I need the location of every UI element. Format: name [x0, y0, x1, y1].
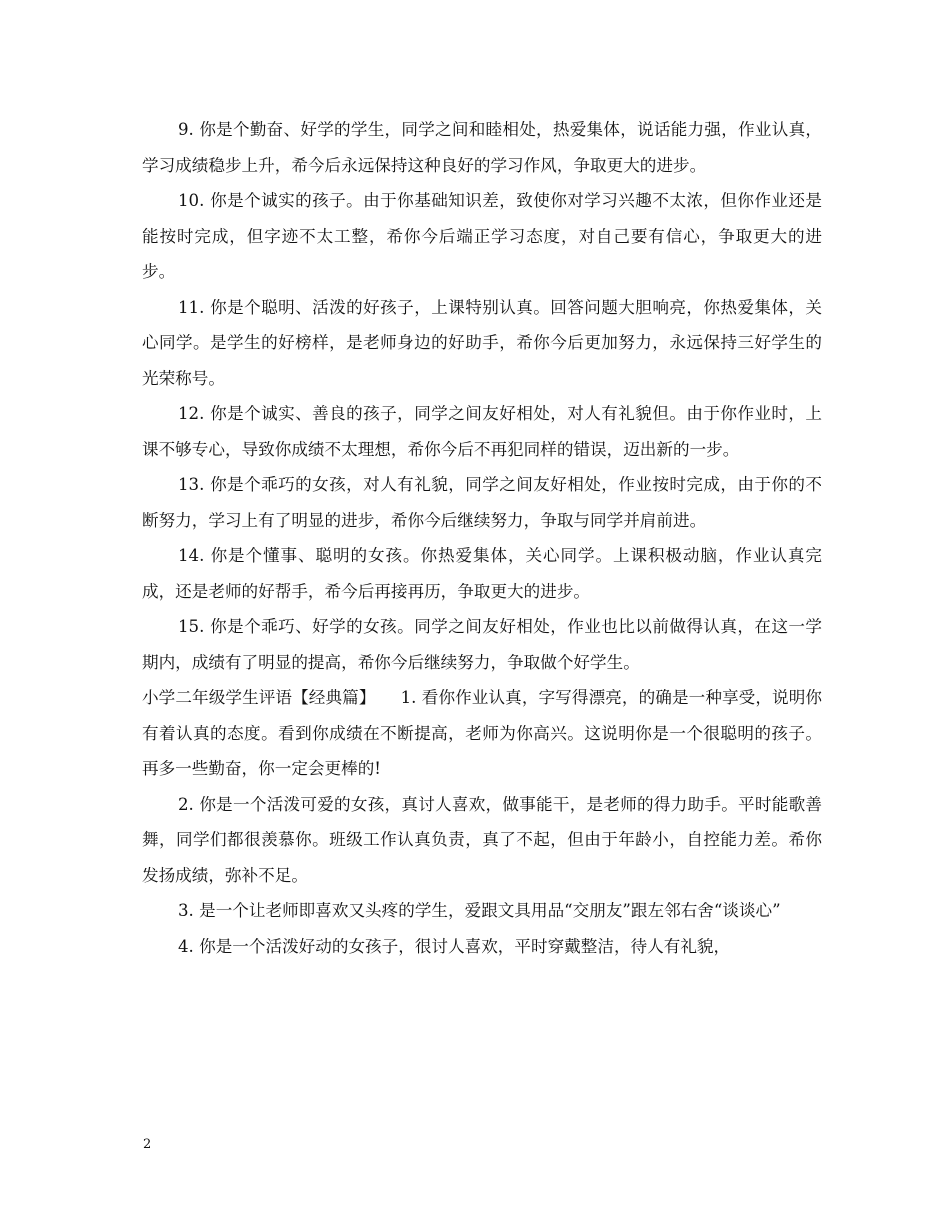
document-body: [142, 112, 822, 964]
comment-paragraph-12: 12. 你是个诚实、善良的孩子，同学之间友好相处，对人有礼貌但。由于你作业时，上课不够专心，导致你成绩不太理想，希你今后不再犯同样的错误，迈出新的一步。: [142, 404, 822, 459]
page-number: 2: [143, 1137, 152, 1152]
comment-paragraph-3: 3. 是一个让老师即喜欢又头疼的学生，爱跟文具用品“交朋友”跟左邻右舍“谈谈心”: [178, 901, 781, 920]
comment-paragraph-14: 14. 你是个懂事、聪明的女孩。你热爱集体，关心同学。上课积极动脑，作业认真完成，还是老师的好帮手，希今后再接再历，争取更大的进步。: [142, 546, 822, 601]
comment-paragraph-4: 4. 你是一个活泼好动的女孩子，很讨人喜欢，平时穿戴整洁，待人有礼貌，: [178, 936, 731, 956]
comment-paragraph-9: 9. 你是个勤奋、好学的学生，同学之间和睦相处，热爱集体，说话能力强，作业认真，学习成绩稳步上升，希今后永远保持这种良好的学习作风，争取更大的进步。: [142, 120, 822, 175]
section-heading-paragraph: 小学二年级学生评语【经典篇】 1. 看你作业认真，字写得漂亮，的确是一种享受，说明你有着认真的态度。看到你成绩在不断提高，老师为你高兴。这说明你是一个很聪明的孩子。再多一些勤奋，你一定会更棒的!: [142, 688, 822, 778]
comment-paragraph-13: 13. 你是个乖巧的女孩，对人有礼貌，同学之间友好相处，作业按时完成，由于你的不断努力，学习上有了明显的进步，希你今后继续努力，争取与同学并肩前进。: [142, 475, 822, 530]
comment-paragraph-15: 15. 你是个乖巧、好学的女孩。同学之间友好相处，作业也比以前做得认真，在这一学期内，成绩有了明显的提高，希你今后继续努力，争取做个好学生。: [142, 617, 822, 672]
comment-paragraph-2: 2. 你是一个活泼可爱的女孩，真讨人喜欢，做事能干，是老师的得力助手。平时能歌善舞，同学们都很羡慕你。班级工作认真负责，真了不起，但由于年龄小，自控能力差。希你发扬成绩，弥补不足。: [142, 794, 822, 885]
comment-paragraph-11: 11. 你是个聪明、活泼的好孩子，上课特别认真。回答问题大胆响亮，你热爱集体，关心同学。是学生的好榜样，是老师身边的好助手，希你今后更加努力，永远保持三好学生的光荣称号。: [142, 297, 822, 388]
comment-paragraph-10: 10. 你是个诚实的孩子。由于你基础知识差，致使你对学习兴趣不太浓，但你作业还是能按时完成，但字迹不太工整，希你今后端正学习态度，对自己要有信心，争取更大的进步。: [142, 191, 822, 281]
